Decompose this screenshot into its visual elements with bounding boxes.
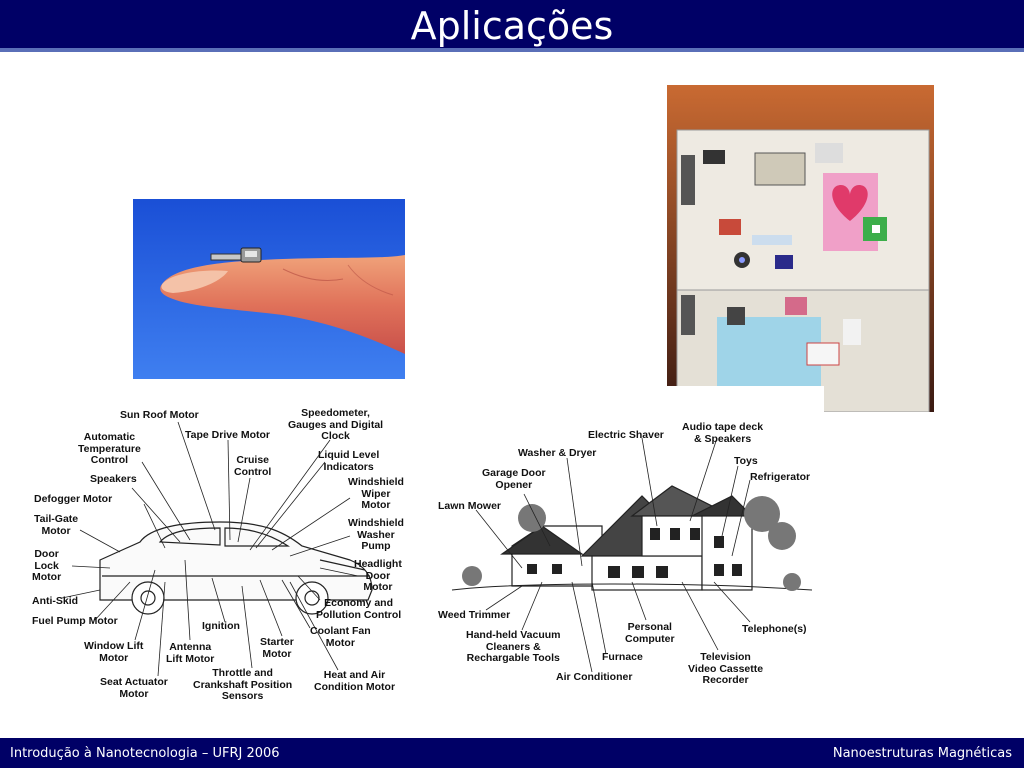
label-personal-computer: Personal Computer — [625, 621, 675, 645]
label-garage-door-opener: Garage Door Opener — [482, 467, 546, 491]
label-hand-held-vacuum: Hand-held Vacuum Cleaners & Rechargable Tools — [466, 629, 561, 664]
label-sun-roof-motor: Sun Roof Motor — [120, 409, 199, 421]
label-door-lock-motor: Door Lock Motor — [32, 548, 62, 583]
label-windshield-wiper-motor: Windshield Wiper Motor — [348, 476, 404, 511]
label-audio-tape-deck: Audio tape deck & Speakers — [682, 421, 764, 445]
label-television-vcr: Television Video Cassette Recorder — [688, 651, 764, 686]
car-motors-diagram — [20, 400, 420, 700]
label-anti-skid: Anti-Skid — [32, 595, 79, 607]
label-air-conditioner: Air Conditioner — [556, 671, 633, 683]
label-heat-air-condition-motor: Heat and Air Condition Motor — [314, 669, 396, 693]
label-electric-shaver: Electric Shaver — [588, 429, 664, 441]
footer-bar — [0, 738, 1024, 768]
label-tape-drive-motor: Tape Drive Motor — [185, 429, 270, 441]
label-coolant-fan-motor: Coolant Fan Motor — [310, 625, 371, 649]
label-washer-dryer: Washer & Dryer — [518, 447, 597, 459]
label-toys: Toys — [734, 455, 758, 467]
label-liquid-level-indicators: Liquid Level Indicators — [318, 449, 380, 473]
label-throttle-crankshaft-sensors: Throttle and Crankshaft Position Sensors — [193, 667, 293, 702]
label-tail-gate-motor: Tail-Gate Motor — [34, 513, 79, 537]
footer-topic: Nanoestruturas Magnéticas — [832, 746, 1012, 761]
slide-title: Aplicações — [410, 4, 614, 48]
label-seat-actuator-motor: Seat Actuator Motor — [100, 676, 168, 700]
refrigerator-magnets-photo — [667, 85, 934, 412]
label-headlight-door-motor: Headlight Door Motor — [354, 558, 402, 593]
label-antenna-lift-motor: Antenna Lift Motor — [166, 641, 215, 665]
label-fuel-pump-motor: Fuel Pump Motor — [32, 615, 118, 627]
label-economy-pollution-control: Economy and Pollution Control — [316, 597, 402, 621]
label-weed-trimmer: Weed Trimmer — [438, 609, 511, 621]
label-starter-motor: Starter Motor — [260, 636, 294, 660]
footer-course: Introdução à Nanotecnologia – UFRJ 2006 — [10, 746, 280, 761]
label-speedometer: Speedometer, Gauges and Digital Clock — [288, 407, 384, 442]
title-bar — [0, 0, 1024, 52]
label-window-lift-motor: Window Lift Motor — [84, 640, 144, 664]
label-refrigerator: Refrigerator — [750, 471, 811, 483]
label-lawn-mower: Lawn Mower — [438, 500, 502, 512]
label-speakers: Speakers — [90, 473, 137, 485]
label-furnace: Furnace — [602, 651, 643, 663]
label-windshield-washer-pump: Windshield Washer Pump — [348, 517, 404, 552]
label-automatic-temperature-control: Automatic Temperature Control — [78, 431, 141, 466]
label-ignition: Ignition — [202, 620, 240, 632]
label-telephones: Telephone(s) — [742, 623, 807, 635]
label-defogger-motor: Defogger Motor — [34, 493, 113, 505]
house-appliances-diagram — [432, 386, 824, 700]
label-cruise-control: Cruise Control — [234, 454, 272, 478]
finger-micromotor-photo — [133, 199, 405, 379]
